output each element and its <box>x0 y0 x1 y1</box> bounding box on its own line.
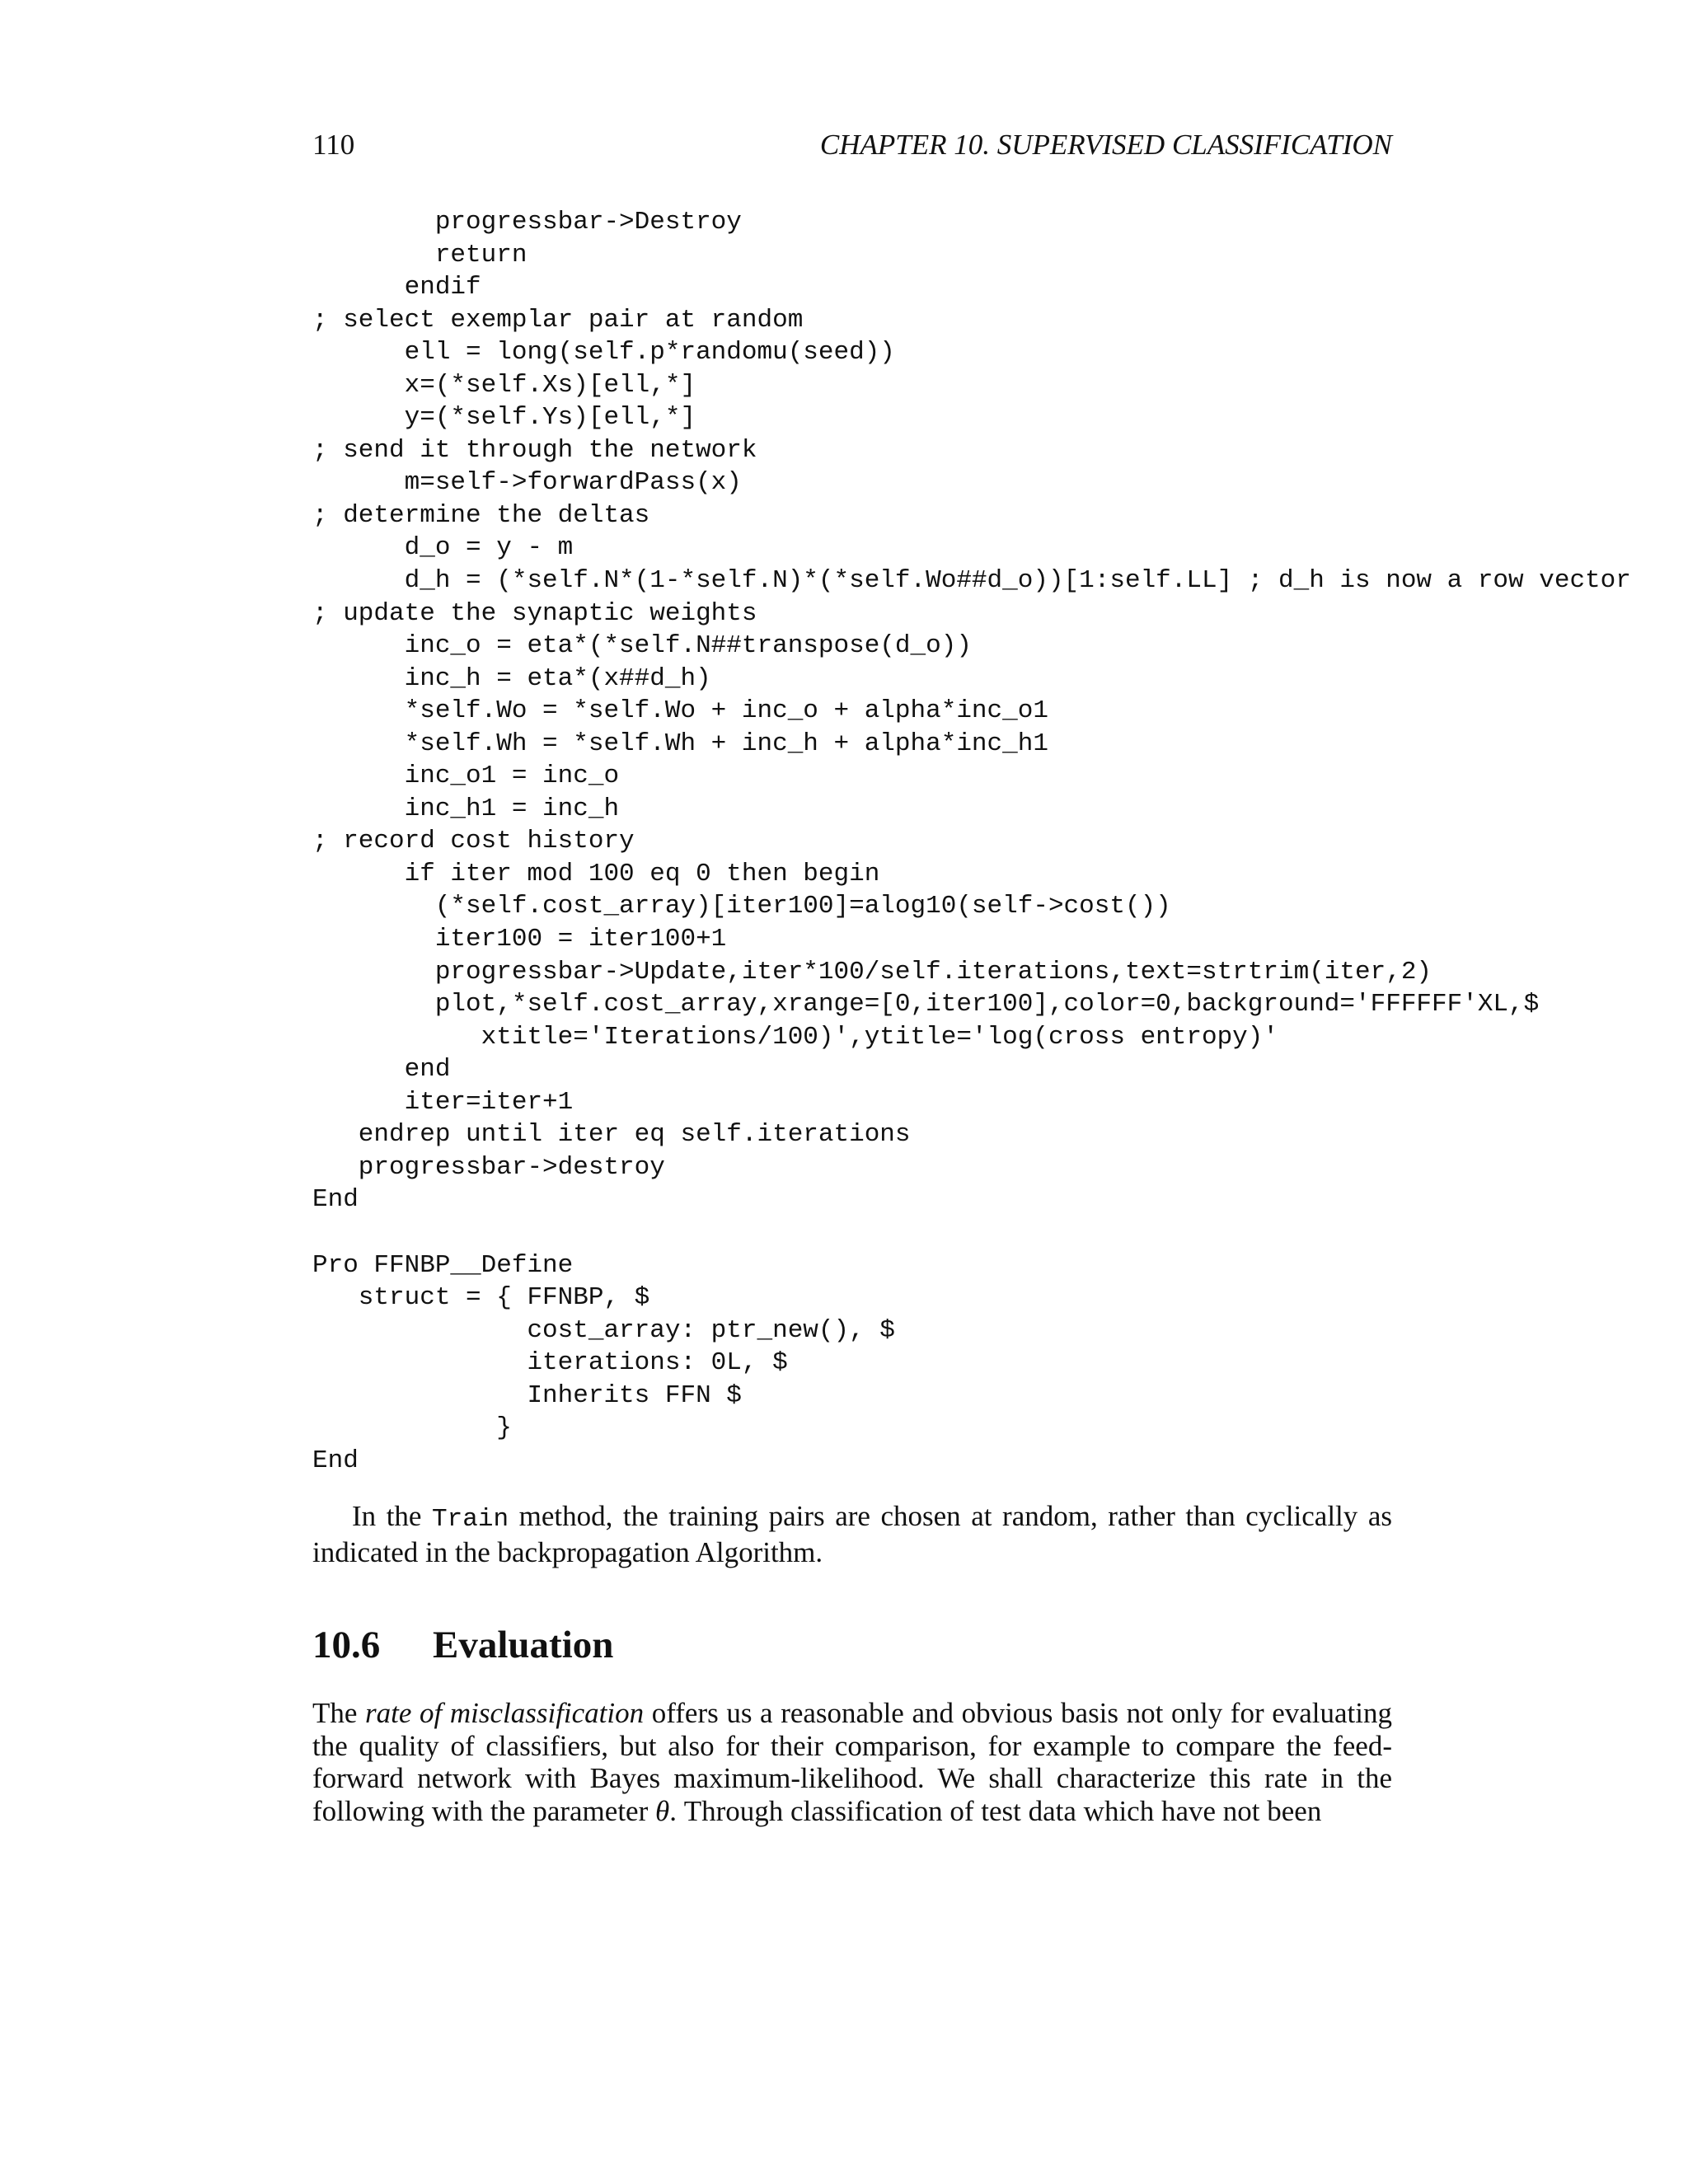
inline-code-train: Train <box>432 1505 509 1534</box>
code-line: progressbar->Update,iter*100/self.iterations,text=strtrim(iter,2) <box>312 957 1432 987</box>
code-line: iter100 = iter100+1 <box>312 925 727 954</box>
code-line: endrep until iter eq self.iterations <box>312 1120 911 1150</box>
code-line: ; record cost history <box>312 827 635 856</box>
emphasis-term: rate of misclassification <box>365 1697 645 1729</box>
code-line: (*self.cost_array)[iter100]=alog10(self->cost()) <box>312 892 1171 921</box>
paragraph-text: . Through classification of test data which have not been <box>669 1794 1322 1827</box>
section-heading <box>312 1624 613 1666</box>
code-line: m=self->forwardPass(x) <box>312 468 742 498</box>
code-line: ; determine the deltas <box>312 500 650 530</box>
paragraph-evaluation <box>312 1697 1392 1827</box>
code-line: } <box>312 1413 512 1443</box>
code-line: iter=iter+1 <box>312 1087 574 1117</box>
code-line: *self.Wo = *self.Wo + inc_o + alpha*inc_o1 <box>312 696 1048 726</box>
code-line: Inherits FFN $ <box>312 1380 742 1410</box>
code-line: plot,*self.cost_array,xrange=[0,iter100],color=0,background='FFFFFF'XL,$ <box>312 990 1540 1019</box>
paragraph-text: In the <box>352 1500 433 1532</box>
code-line: return <box>312 240 528 269</box>
code-line: d_o = y - m <box>312 533 574 563</box>
code-line: struct = { FFNBP, $ <box>312 1283 650 1313</box>
code-line: inc_h = eta*(x##d_h) <box>312 663 711 693</box>
code-line: progressbar->destroy <box>312 1152 665 1182</box>
code-line: xtitle='Iterations/100)',ytitle='log(cross entropy)' <box>312 1022 1278 1052</box>
paragraph-text: offers us a reasonable and obvious basis not only for evaluating the quality of classifiers, but also for their comparison, for example to compare the feed-forward network with Bayes maximum-likelihood. We shall characterize this rate in the following with the parameter <box>312 1697 1392 1827</box>
section-number: 10.6 <box>312 1624 381 1666</box>
code-line: d_h = (*self.N*(1-*self.N)*(*self.Wo##d_o))[1:self.LL] ; d_h is now a row vector <box>312 566 1631 596</box>
code-line: ; send it through the network <box>312 435 757 465</box>
code-line: ; update the synaptic weights <box>312 598 757 628</box>
code-line: End <box>312 1185 359 1215</box>
code-line: progressbar->Destroy <box>312 208 742 237</box>
code-line: inc_o1 = inc_o <box>312 762 620 791</box>
paragraph-train-method <box>312 1500 1392 1568</box>
code-line: y=(*self.Ys)[ell,*] <box>312 403 696 433</box>
code-line: inc_h1 = inc_h <box>312 794 620 823</box>
code-line: Pro FFNBP__Define <box>312 1250 574 1280</box>
code-line: iterations: 0L, $ <box>312 1348 788 1378</box>
code-line: end <box>312 1055 451 1085</box>
page-number: 110 <box>312 129 355 161</box>
section-title: Evaluation <box>433 1624 614 1666</box>
code-line: x=(*self.Xs)[ell,*] <box>312 370 696 400</box>
code-line: if iter mod 100 eq 0 then begin <box>312 859 880 888</box>
paragraph-text: method, the training pairs are chosen at random, rather than cyclically as indicated in the backpropagation Algorithm. <box>312 1500 1392 1568</box>
code-line: inc_o = eta*(*self.N##transpose(d_o)) <box>312 631 972 661</box>
code-line: End <box>312 1446 359 1475</box>
code-line: *self.Wh = *self.Wh + inc_h + alpha*inc_h1 <box>312 729 1048 758</box>
paragraph-text: The <box>312 1697 366 1729</box>
theta-symbol: θ <box>654 1794 670 1827</box>
running-head: CHAPTER 10. SUPERVISED CLASSIFICATION <box>819 129 1392 161</box>
code-listing <box>312 206 1631 1477</box>
code-line <box>312 1216 1631 1249</box>
code-line: ell = long(self.p*randomu(seed)) <box>312 338 895 368</box>
code-line: ; select exemplar pair at random <box>312 305 804 335</box>
code-line: cost_array: ptr_new(), $ <box>312 1315 895 1345</box>
code-line: endif <box>312 273 481 302</box>
